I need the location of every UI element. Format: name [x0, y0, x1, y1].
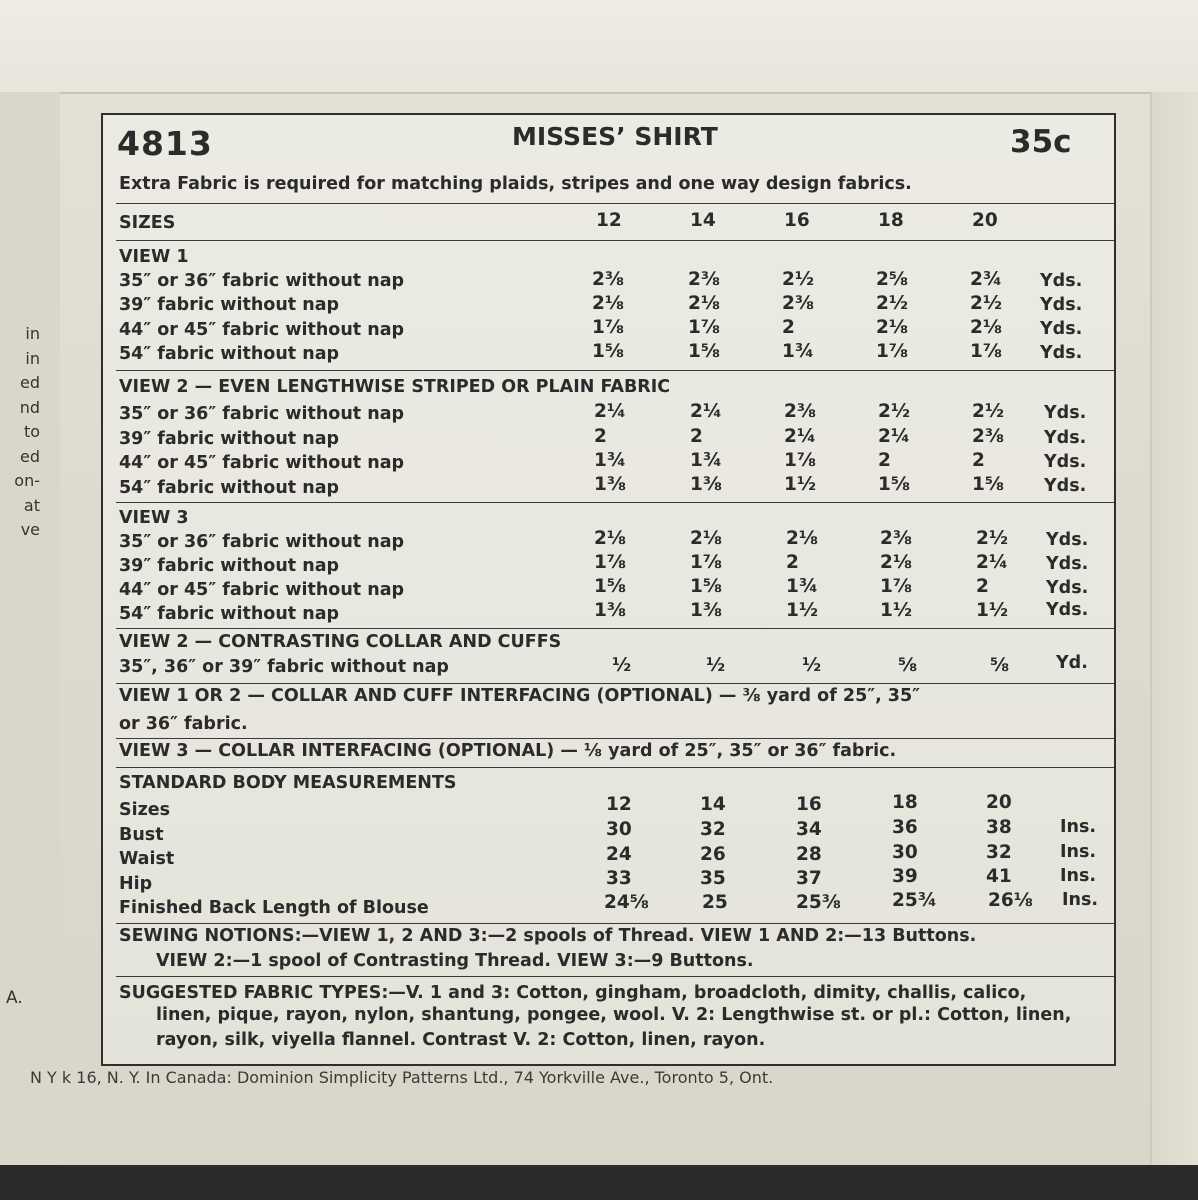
yardage-cell: 2⅜ [784, 401, 817, 422]
unit-label: Ins. [1060, 842, 1097, 862]
sidebar-word: on- [14, 471, 40, 490]
measurement-row-label: Finished Back Length of Blouse [119, 898, 429, 918]
measurement-cell: 30 [606, 819, 632, 840]
measurement-cell: 30 [892, 842, 918, 863]
measurement-row-label: Hip [119, 874, 153, 894]
yardage-cell: 1⅝ [594, 576, 627, 597]
interfacing-view3: VIEW 3 — COLLAR INTERFACING (OPTIONAL) — ⅛ yard of 25″, 35″ or 36″ fabric. [119, 741, 897, 761]
yardage-cell: 2 [878, 450, 891, 471]
sidebar-fragment [0, 322, 40, 543]
measurement-cell: 24 [606, 844, 632, 865]
sidebar-word: nd [19, 397, 40, 417]
unit-label: Yds. [1044, 428, 1087, 448]
measurement-cell: 26 [700, 844, 726, 865]
unit-label: Ins. [1062, 890, 1099, 910]
yardage-cell: 2⅜ [782, 293, 815, 314]
yardage-cell: 2⅜ [592, 269, 625, 290]
yardage-cell: 2 [782, 317, 795, 338]
yardage-cell: 2 [972, 450, 985, 471]
measurement-cell: 33 [606, 868, 632, 889]
yardage-cell: 2⅛ [594, 528, 627, 549]
unit-label: Yd. [1056, 653, 1088, 673]
yardage-cell: 2¼ [594, 401, 627, 422]
yardage-cell: 1½ [880, 600, 913, 621]
unit-label: Yds. [1046, 600, 1089, 620]
yardage-cell: 2½ [876, 293, 909, 314]
measurement-cell: 25⅜ [796, 892, 841, 913]
yardage-cell: 1⅞ [690, 552, 723, 573]
yardage-cell: 1⅜ [594, 474, 627, 495]
yardage-cell: 2½ [972, 401, 1005, 422]
measurement-cell: 12 [606, 794, 632, 815]
measurement-row-label: Waist [119, 849, 175, 869]
yardage-cell: 2 [786, 552, 799, 573]
divider [116, 976, 1114, 977]
yardage-row-label: 35″, 36″ or 39″ fabric without nap [119, 657, 449, 677]
yardage-cell: 1½ [786, 600, 819, 621]
yardage-cell: 1⅜ [690, 600, 723, 621]
yardage-cell: 1⅞ [876, 341, 909, 362]
yardage-cell: 2⅛ [876, 317, 909, 338]
size-col: 12 [596, 210, 622, 231]
yardage-cell: 2¼ [784, 426, 817, 447]
sewing-notions-line2: VIEW 2:—1 spool of Contrasting Thread. VIEW 3:—9 Buttons. [156, 951, 754, 971]
divider [116, 370, 1114, 371]
yardage-cell: 2 [690, 426, 703, 447]
yardage-cell: 2⅛ [970, 317, 1003, 338]
yardage-cell: 1⅝ [878, 474, 911, 495]
yardage-cell: 2⅛ [690, 528, 723, 549]
fabric-types-line3: rayon, silk, viyella flannel. Contrast V. 2: Cotton, linen, rayon. [156, 1030, 766, 1050]
yardage-row-label: 39″ fabric without nap [119, 429, 340, 449]
view1-title: VIEW 1 [119, 247, 189, 267]
divider [116, 203, 1114, 204]
fabric-types-line1: SUGGESTED FABRIC TYPES:—V. 1 and 3: Cotton, gingham, broadcloth, dimity, challis, calico, [119, 983, 1027, 1003]
yardage-cell: 1⅞ [880, 576, 913, 597]
yardage-row-label: 54″ fabric without nap [119, 344, 340, 364]
unit-label: Yds. [1040, 271, 1083, 291]
pattern-number: 4813 [117, 124, 213, 163]
measurement-cell: 28 [796, 844, 822, 865]
measurement-cell: 39 [892, 866, 918, 887]
sidebar-word: in [25, 348, 40, 368]
divider [116, 683, 1114, 684]
sidebar-word: at [23, 495, 40, 515]
yardage-cell: 2 [976, 576, 989, 597]
yardage-cell: 2¾ [970, 269, 1003, 290]
yardage-cell: 1⅞ [784, 450, 817, 471]
yardage-cell: 2⅛ [786, 528, 819, 549]
yardage-cell: 2⅛ [688, 293, 721, 314]
measurement-cell: 25 [702, 892, 728, 913]
extra-fabric-note: Extra Fabric is required for matching plaids, stripes and one way design fabrics. [119, 174, 912, 194]
yardage-row-label: 39″ fabric without nap [119, 556, 340, 576]
measurement-cell: 36 [892, 817, 918, 838]
yardage-cell: 1⅝ [592, 341, 625, 362]
yardage-row-label: 44″ or 45″ fabric without nap [119, 453, 405, 473]
yardage-cell: 1⅝ [690, 576, 723, 597]
yardage-cell: 2⅜ [688, 269, 721, 290]
yardage-cell: 2⅝ [876, 269, 909, 290]
yardage-cell: ½ [612, 655, 632, 676]
unit-label: Yds. [1040, 319, 1083, 339]
yardage-cell: 1¾ [786, 576, 819, 597]
measurement-cell: 34 [796, 819, 822, 840]
measurement-cell: 26⅛ [988, 890, 1033, 911]
yardage-cell: 2⅜ [880, 528, 913, 549]
measurement-row-label: Bust [119, 825, 164, 845]
yardage-cell: 2½ [970, 293, 1003, 314]
contrast-title: VIEW 2 — CONTRASTING COLLAR AND CUFFS [119, 632, 562, 652]
interfacing-view12-line2: or 36″ fabric. [119, 714, 248, 734]
yardage-cell: 1½ [784, 474, 817, 495]
sidebar-word: ed [20, 373, 40, 392]
measurement-cell: 37 [796, 868, 822, 889]
size-col: 14 [690, 210, 716, 231]
interfacing-view12-line1: VIEW 1 OR 2 — COLLAR AND CUFF INTERFACING (OPTIONAL) — ⅜ yard of 25″, 35″ [119, 686, 920, 706]
yardage-row-label: 54″ fabric without nap [119, 604, 340, 624]
unit-label: Yds. [1046, 578, 1089, 598]
measurement-cell: 35 [700, 868, 726, 889]
divider [116, 502, 1114, 503]
yardage-cell: ½ [802, 655, 822, 676]
yardage-cell: 2¼ [878, 426, 911, 447]
body-measurements-title: STANDARD BODY MEASUREMENTS [119, 773, 457, 793]
unit-label: Ins. [1060, 866, 1097, 886]
unit-label: Yds. [1046, 530, 1089, 550]
measurement-cell: 18 [892, 792, 918, 813]
yardage-row-label: 44″ or 45″ fabric without nap [119, 580, 405, 600]
fabric-types-line2: linen, pique, rayon, nylon, shantung, pongee, wool. V. 2: Lengthwise st. or pl.: Cotton, linen, [156, 1005, 1072, 1025]
sidebar-letter: A. [6, 988, 23, 1008]
divider [116, 240, 1114, 241]
measurement-cell: 25¾ [892, 890, 937, 911]
size-col: 20 [972, 210, 998, 231]
yardage-cell: 1⅝ [688, 341, 721, 362]
yardage-cell: 2¼ [690, 401, 723, 422]
unit-label: Yds. [1044, 452, 1087, 472]
divider [116, 767, 1114, 768]
measurement-cell: 16 [796, 794, 822, 815]
yardage-cell: 1⅜ [594, 600, 627, 621]
right-fold [1150, 92, 1198, 1165]
unit-label: Yds. [1040, 295, 1083, 315]
sewing-notions-line1: SEWING NOTIONS:—VIEW 1, 2 AND 3:—2 spools of Thread. VIEW 1 AND 2:—13 Buttons. [119, 926, 977, 946]
yardage-cell: 1¾ [594, 450, 627, 471]
unit-label: Yds. [1044, 476, 1087, 496]
measurement-cell: 41 [986, 866, 1012, 887]
yardage-row-label: 35″ or 36″ fabric without nap [119, 532, 405, 552]
measurement-cell: 32 [986, 842, 1012, 863]
yardage-cell: 2¼ [976, 552, 1009, 573]
yardage-row-label: 39″ fabric without nap [119, 295, 340, 315]
yardage-cell: 1½ [976, 600, 1009, 621]
yardage-cell: ⅝ [990, 655, 1010, 676]
sizes-label: SIZES [119, 213, 176, 233]
unit-label: Yds. [1040, 343, 1083, 363]
divider [116, 923, 1114, 924]
yardage-cell: 2⅜ [972, 426, 1005, 447]
yardage-cell: 2½ [878, 401, 911, 422]
divider [116, 738, 1114, 739]
yardage-cell: 2 [594, 426, 607, 447]
dark-background [0, 1165, 1198, 1200]
sidebar-word: to [23, 422, 40, 441]
sidebar-word: in [25, 324, 40, 343]
yardage-cell: 2½ [782, 269, 815, 290]
yardage-cell: 1¾ [690, 450, 723, 471]
measurement-cell: 32 [700, 819, 726, 840]
pattern-title: MISSES’ SHIRT [512, 122, 718, 151]
measurement-row-label: Sizes [119, 800, 171, 820]
view2-title: VIEW 2 — EVEN LENGTHWISE STRIPED OR PLAIN FABRIC [119, 377, 671, 397]
yardage-row-label: 44″ or 45″ fabric without nap [119, 320, 405, 340]
envelope-flap [0, 0, 1198, 94]
yardage-cell: 1⅜ [690, 474, 723, 495]
yardage-cell: 1¾ [782, 341, 815, 362]
measurement-cell: 20 [986, 792, 1012, 813]
measurement-cell: 24⅝ [604, 892, 649, 913]
divider [116, 628, 1114, 629]
sidebar-word: ed [20, 446, 40, 466]
view3-title: VIEW 3 [119, 508, 189, 528]
measurement-cell: 38 [986, 817, 1012, 838]
yardage-cell: 1⅞ [594, 552, 627, 573]
size-col: 18 [878, 210, 904, 231]
yardage-cell: ½ [706, 655, 726, 676]
size-col: 16 [784, 210, 810, 231]
unit-label: Ins. [1060, 817, 1097, 837]
yardage-row-label: 35″ or 36″ fabric without nap [119, 404, 405, 424]
unit-label: Yds. [1044, 403, 1087, 423]
yardage-cell: 2⅛ [592, 293, 625, 314]
yardage-cell: 1⅞ [688, 317, 721, 338]
sidebar-word: ve [20, 520, 40, 539]
yardage-row-label: 54″ fabric without nap [119, 478, 340, 498]
pattern-price: 35c [1010, 124, 1072, 160]
yardage-cell: 2½ [976, 528, 1009, 549]
yardage-cell: ⅝ [898, 655, 918, 676]
yardage-cell: 1⅞ [592, 317, 625, 338]
yardage-cell: 2⅛ [880, 552, 913, 573]
footer-address: N Y k 16, N. Y. In Canada: Dominion Simplicity Patterns Ltd., 74 Yorkville Ave., Toronto 5, Ont. [30, 1068, 774, 1087]
unit-label: Yds. [1046, 554, 1089, 574]
measurement-cell: 14 [700, 794, 726, 815]
yardage-cell: 1⅞ [970, 341, 1003, 362]
yardage-cell: 1⅝ [972, 474, 1005, 495]
yardage-row-label: 35″ or 36″ fabric without nap [119, 271, 405, 291]
